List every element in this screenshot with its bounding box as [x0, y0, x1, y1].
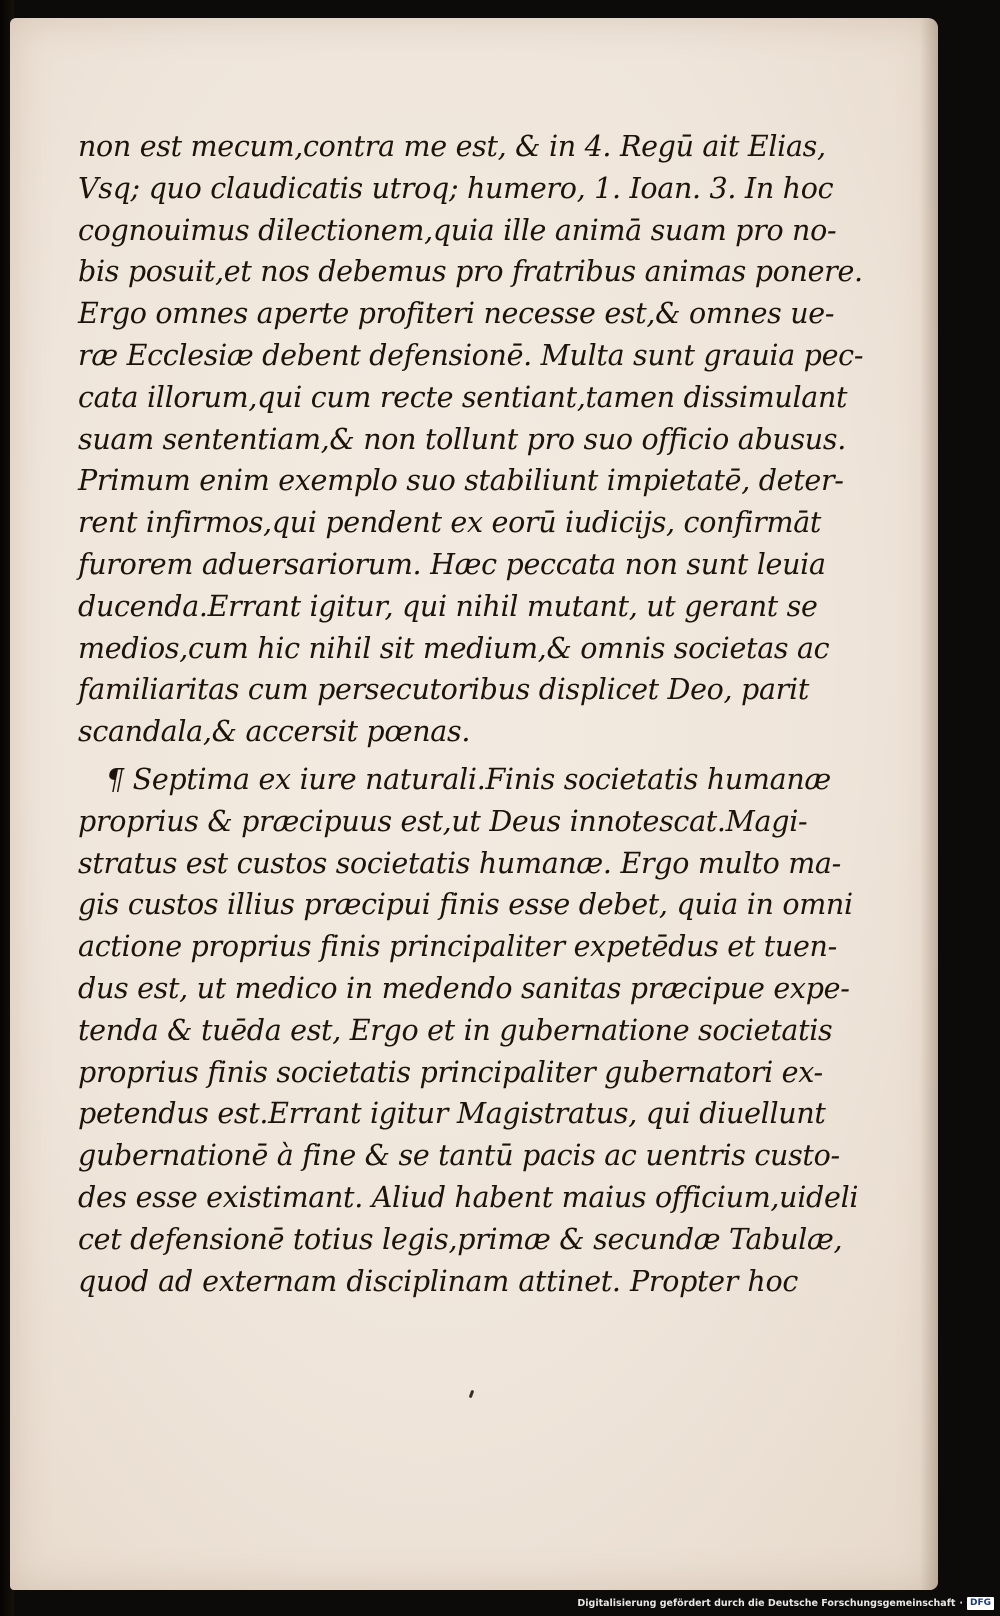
text-line: dus est, ut medico in medendo sanitas præcipue expe-	[78, 971, 850, 1005]
dfg-logo-icon: DFG	[967, 1597, 994, 1610]
text-line: ræ Ecclesiæ debent defensionē. Multa sunt grauia pec-	[78, 338, 864, 372]
text-line: medios,cum hic nihil sit medium,& omnis societas ac	[78, 631, 830, 665]
text-line: cet defensionē totius legis,primæ & secundæ Tabulæ,	[78, 1222, 843, 1256]
digitization-footer	[577, 1592, 994, 1614]
text-line: quod ad externam disciplinam attinet. Propter hoc	[78, 1264, 798, 1298]
text-line: scandala,& accersit pœnas.	[78, 715, 471, 749]
footer-separator: ·	[959, 1597, 963, 1609]
text-line: petendus est.Errant igitur Magistratus, qui diuellunt	[78, 1097, 826, 1131]
text-line: suam sententiam,& non tollunt pro suo officio abusus.	[78, 422, 846, 456]
paragraph-start-line: ¶ Septima ex iure naturali.Finis societatis humanæ	[106, 762, 831, 796]
text-line: proprius & præcipuus est,ut Deus innotescat.Magi-	[78, 804, 808, 838]
text-line: Vsq; quo claudicatis utroq; humero, 1. Ioan. 3. In hoc	[78, 171, 834, 205]
text-line: proprius finis societatis principaliter gubernatori ex-	[78, 1055, 823, 1089]
text-line: Primum enim exemplo suo stabiliunt impietatē, deter-	[78, 464, 844, 498]
text-line: rent infirmos,qui pendent ex eorū iudicijs, confirmāt	[78, 506, 822, 540]
text-line: tenda & tuēda est, Ergo et in gubernatione societatis	[78, 1013, 833, 1047]
text-line: furorem aduersariorum. Hæc peccata non sunt leuia	[78, 547, 826, 581]
text-line: Ergo omnes aperte profiteri necesse est,& omnes ue-	[78, 297, 835, 331]
text-line: des esse existimant. Aliud habent maius officium,uideli	[78, 1180, 859, 1214]
text-line: stratus est custos societatis humanæ. Ergo multo ma-	[78, 846, 841, 880]
text-line: bis posuit,et nos debemus pro fratribus animas ponere.	[78, 255, 863, 289]
ink-mark	[469, 1390, 475, 1399]
book-page	[10, 18, 938, 1590]
text-line: familiaritas cum persecutoribus displicet Deo, parit	[78, 673, 809, 707]
page-text	[78, 126, 864, 1302]
text-line: actione proprius finis principaliter expetēdus et tuen-	[78, 930, 837, 964]
text-line: ducenda.Errant igitur, qui nihil mutant, ut gerant se	[78, 589, 818, 623]
text-line: non est mecum,contra me est, & in 4. Regū ait Elias,	[78, 130, 826, 163]
text-line: cognouimus dilectionem,quia ille animā suam pro no-	[78, 213, 837, 247]
text-line: gis custos illius præcipui finis esse debet, quia in omni	[78, 888, 853, 922]
page-edge	[920, 18, 938, 1590]
text-line: gubernationē à fine & se tantū pacis ac uentris custo-	[78, 1139, 840, 1173]
text-line: cata illorum,qui cum recte sentiant,tamen dissimulant	[78, 380, 848, 414]
footer-credit: Digitalisierung gefördert durch die Deutsche Forschungsgemeinschaft	[577, 1597, 956, 1609]
